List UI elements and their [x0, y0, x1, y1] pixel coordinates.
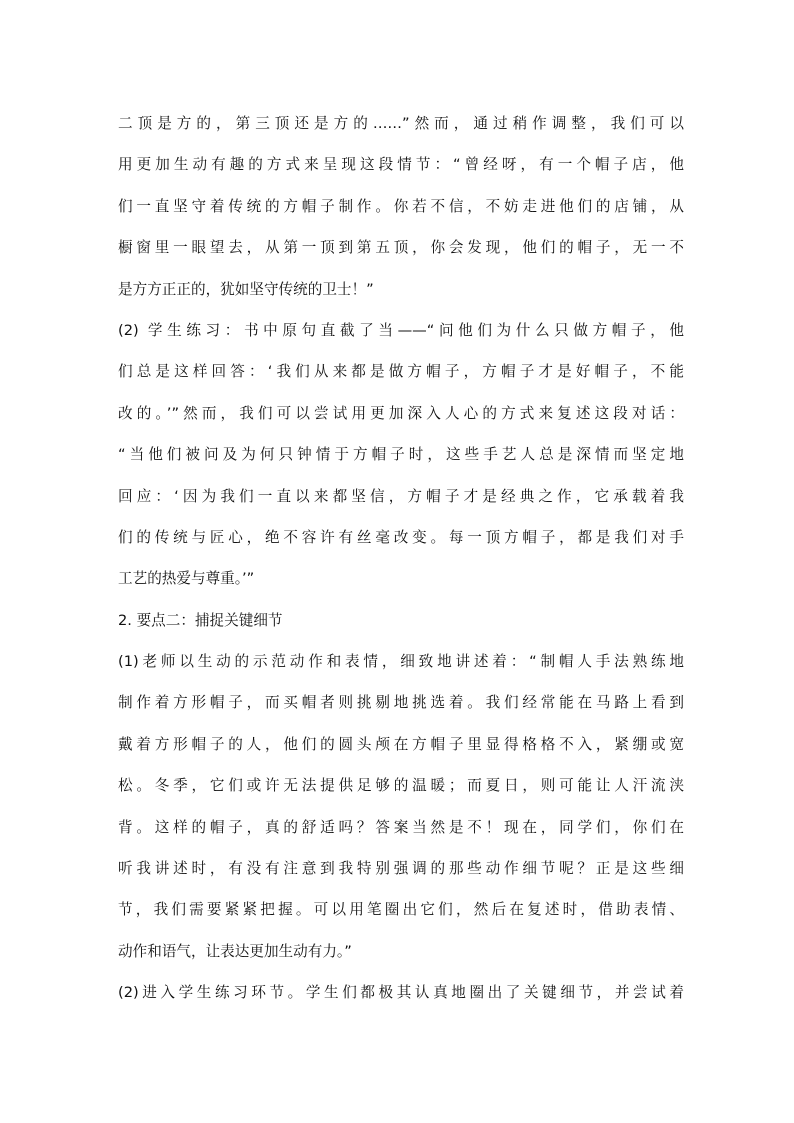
section-heading: 2. 要点二：捕捉关键细节	[118, 611, 283, 629]
text-line: 橱窗里一眼望去，从第一顶到第五顶，你会发现，他们的帽子，无一不	[118, 239, 684, 257]
text-line: 二顶是方的，第三顶还是方的……”然而，通过稍作调整，我们可以	[118, 115, 684, 132]
text-line: 改的。’”然而，我们可以尝试用更加深入人心的方式来复述这段对话：	[118, 404, 684, 422]
text-line: 们总是这样回答：‘我们从来都是做方帽子，方帽子才是好帽子，不能	[118, 363, 684, 381]
text-line: (2)进入学生练习环节。学生们都极其认真地圈出了关键细节，并尝试着	[118, 984, 684, 1002]
text-line: (2) 学生练习：书中原句直截了当——“问他们为什么只做方帽子，他	[118, 321, 684, 339]
text-line: 节，我们需要紧紧把握。可以用笔圈出它们，然后在复述时，借助表情、	[118, 901, 684, 919]
text-line: “当他们被问及为何只钟情于方帽子时，这些手艺人总是深情而坚定地	[118, 446, 684, 464]
text-line: 是方方正正的，犹如坚守传统的卫士！”	[118, 280, 374, 298]
text-line: 工艺的热爱与尊重。’”	[118, 570, 255, 588]
text-line: 松。冬季，它们或许无法提供足够的温暖；而夏日，则可能让人汗流浃	[118, 777, 684, 795]
text-line: 用更加生动有趣的方式来呈现这段情节：“曾经呀，有一个帽子店，他	[118, 156, 684, 174]
text-line: (1)老师以生动的示范动作和表情，细致地讲述着：“制帽人手法熟练地	[118, 653, 684, 671]
text-line: 制作着方形帽子，而买帽者则挑剔地挑选着。我们经常能在马路上看到	[118, 694, 684, 712]
text-line: 动作和语气，让表达更加生动有力。”	[118, 942, 352, 960]
text-line: 戴着方形帽子的人，他们的圆头颅在方帽子里显得格格不入，紧绷或宽	[118, 735, 684, 753]
document-body	[118, 103, 684, 1014]
text-line: 听我讲述时，有没有注意到我特别强调的那些动作细节呢？正是这些细	[118, 860, 684, 878]
text-line: 回应：‘因为我们一直以来都坚信，方帽子才是经典之作，它承载着我	[118, 487, 684, 505]
text-line: 们一直坚守着传统的方帽子制作。你若不信，不妨走进他们的店铺，从	[118, 197, 684, 215]
text-line: 背。这样的帽子，真的舒适吗？答案当然是不！现在，同学们，你们在	[118, 818, 684, 836]
text-line: 们的传统与匠心，绝不容许有丝毫改变。每一顶方帽子，都是我们对手	[118, 528, 684, 546]
